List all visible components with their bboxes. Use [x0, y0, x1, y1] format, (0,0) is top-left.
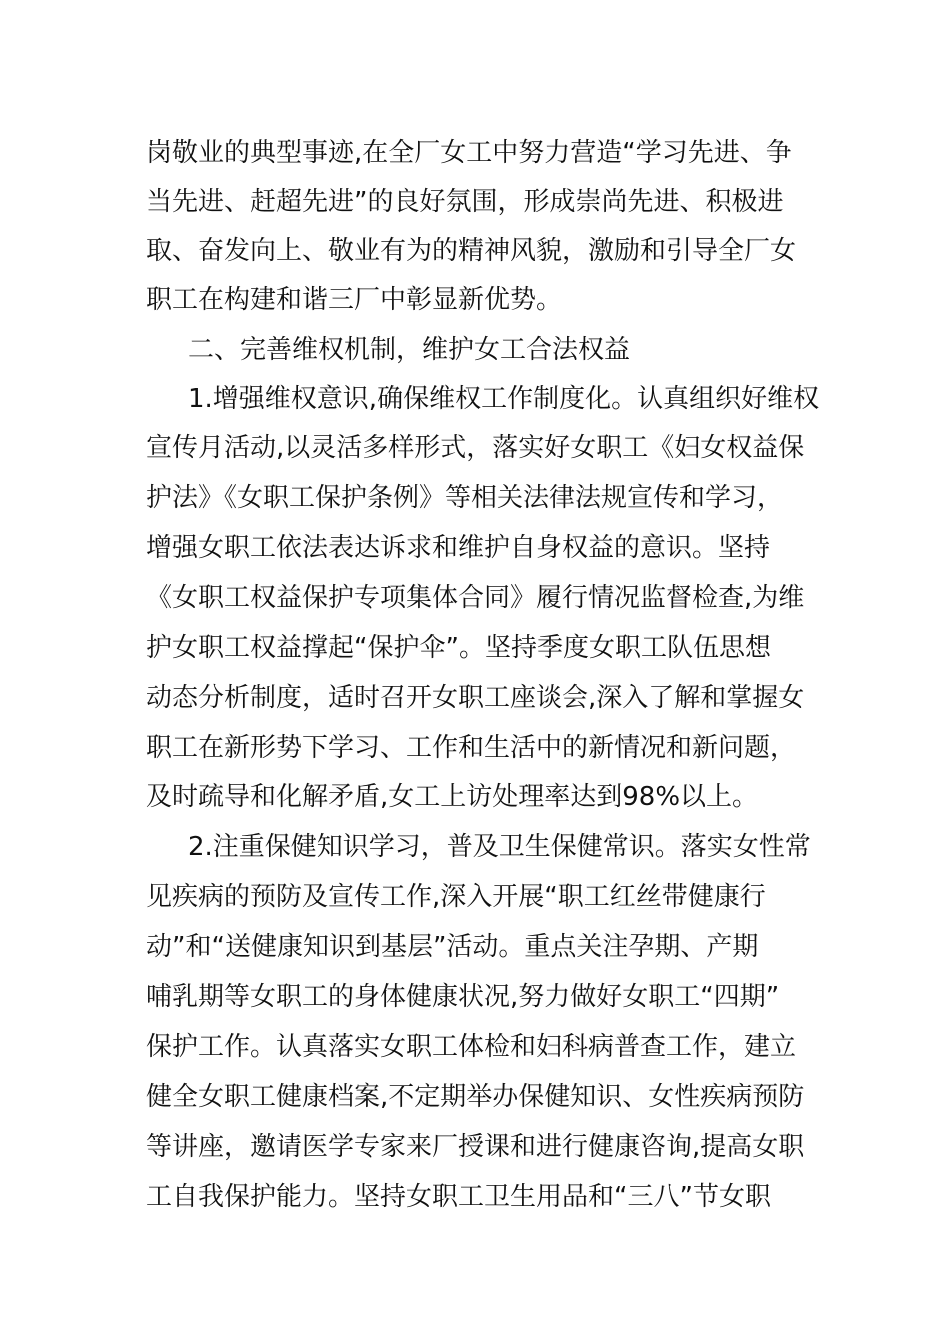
text-line: 保护工作。认真落实女职工体检和妇科病普查工作，建立 — [146, 1032, 797, 1062]
text-line: 职工在新形势下学习、工作和生活中的新情况和新问题， — [146, 733, 797, 763]
section-heading: 二、完善维权机制，维护女工合法权益 — [188, 335, 631, 365]
text-line: 宣传月活动,以灵活多样形式，落实好女职工《妇女权益保 — [146, 433, 805, 463]
text-line: 职工在构建和谐三厂中彰显新优势。 — [146, 285, 563, 315]
text-line: 岗敬业的典型事迹,在全厂女工中努力营造“学习先进、争 — [146, 138, 792, 168]
text-line: 等讲座，邀请医学专家来厂授课和进行健康咨询,提高女职 — [146, 1132, 805, 1162]
text-line: 哺乳期等女职工的身体健康状况,努力做好女职工“四期” — [146, 982, 780, 1012]
text-line: 2.注重保健知识学习，普及卫生保健常识。落实女性常 — [188, 832, 811, 862]
text-line: 护法》《女职工保护条例》等相关法律法规宣传和学习， — [146, 483, 784, 513]
text-line: 《女职工权益保护专项集体合同》履行情况监督检查,为维 — [146, 583, 805, 613]
text-line: 当先进、赶超先进”的良好氛围，形成崇尚先进、积极进 — [146, 187, 784, 217]
text-line: 1.增强维权意识,确保维权工作制度化。认真组织好维权 — [188, 384, 820, 414]
text-line: 增强女职工依法表达诉求和维护自身权益的意识。坚持 — [146, 533, 771, 563]
text-line: 护女职工权益撑起“保护伞”。坚持季度女职工队伍思想 — [146, 633, 771, 663]
text-line: 动态分析制度，适时召开女职工座谈会,深入了解和掌握女 — [146, 683, 805, 713]
text-line: 见疾病的预防及宣传工作,深入开展“职工红丝带健康行 — [146, 882, 766, 912]
text-line: 取、奋发向上、敬业有为的精神风貌，激励和引导全厂女 — [146, 236, 797, 266]
text-line: 动”和“送健康知识到基层”活动。重点关注孕期、产期 — [146, 932, 759, 962]
text-line: 健全女职工健康档案,不定期举办保健知识、女性疾病预防 — [146, 1082, 805, 1112]
text-line: 及时疏导和化解矛盾,女工上访处理率达到98%以上。 — [146, 782, 759, 812]
text-line: 工自我保护能力。坚持女职工卫生用品和“三八”节女职 — [146, 1182, 771, 1212]
